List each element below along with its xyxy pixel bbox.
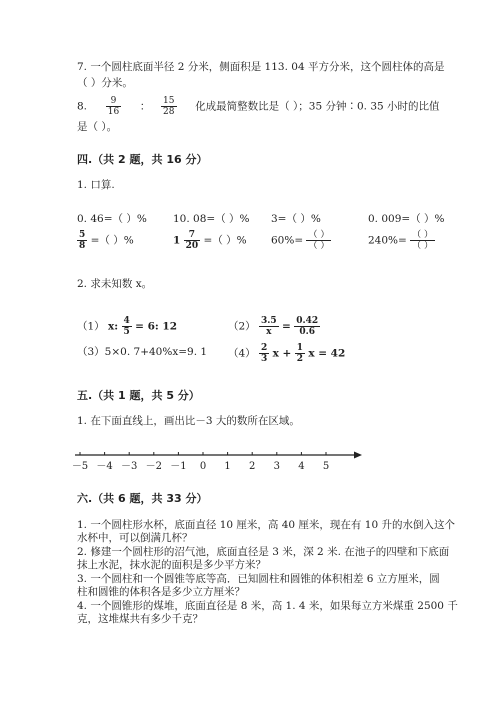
s6-q3-line2: 柱和圆锥的体积各是多少立方厘米？	[77, 586, 245, 598]
fraction-numerator: 2	[261, 343, 268, 353]
number-line-label: －4	[96, 461, 113, 472]
oral-calc-r2c1-rest: =（ ）%	[90, 234, 134, 247]
s4-q1-prompt: 1. 口算.	[77, 179, 115, 191]
number-line-label: －1	[170, 461, 187, 472]
number-line-label: 1	[224, 461, 231, 472]
number-line	[70, 446, 370, 476]
number-line-label: 4	[298, 461, 305, 472]
section-5-title: 五.（共 1 题，共 5 分）	[77, 389, 200, 402]
s6-q1-line2: 水杯中，可以倒满几杯？	[77, 532, 193, 544]
fraction-denominator: （ ）	[308, 241, 330, 251]
fraction-numerator: 3.5	[261, 316, 277, 326]
oral-calc-r2c3-pre: 60%=	[271, 234, 304, 247]
fraction-denominator: 2	[296, 354, 303, 364]
fraction-7-20	[184, 230, 201, 251]
equation-4-label: （4）	[228, 347, 256, 360]
fraction-denominator: 3	[261, 354, 268, 364]
fraction-numerator: （ ）	[412, 230, 434, 240]
number-line-label: 3	[273, 461, 280, 472]
fraction-numerator: （ ）	[308, 230, 330, 240]
q7-line2: （ ）分米。	[77, 77, 133, 89]
q8-fraction-2	[161, 96, 176, 117]
s6-q4-line1: 4. 一个圆锥形的煤堆，底面直径是 8 米，高 1. 4 米，如果每立方米煤重 2500 千	[77, 600, 458, 612]
q8-fraction-1-numerator: 9	[106, 96, 121, 107]
blank-fraction	[410, 230, 435, 251]
equation-2-equals: =	[282, 320, 291, 333]
q8-colon: ：	[139, 100, 151, 113]
q8-number: 8.	[77, 100, 88, 113]
equation-1-label: （1）	[77, 320, 105, 333]
fraction-denominator: 20	[185, 241, 199, 251]
fraction-2-3	[259, 343, 269, 364]
oral-calc-r2c1	[77, 230, 134, 251]
s6-q1-line1: 1. 一个圆柱形水杯，底面直径 10 厘米，高 40 厘米，现在有 10 升的水倒入这个	[77, 519, 455, 531]
oral-calc-r2c2	[173, 230, 247, 251]
fraction-numerator: 1	[296, 343, 303, 353]
number-line-label: －3	[121, 461, 138, 472]
fraction-denominator: x	[266, 327, 272, 337]
equation-4-post: x = 42	[308, 347, 346, 360]
s4-q2-prompt: 2. 求未知数 x。	[77, 278, 153, 290]
fraction-denominator: 0.6	[299, 327, 315, 337]
equation-1-post: = 6: 12	[135, 320, 178, 333]
oral-calc-r2c4-pre: 240%=	[368, 234, 407, 247]
section-6-title: 六.（共 6 题，共 33 分）	[77, 492, 208, 505]
oral-calc-r2c4	[368, 230, 435, 251]
s6-q4-line2: 克，这堆煤共有多少千克？	[77, 613, 203, 625]
fraction-denominator: 8	[79, 241, 86, 251]
oral-calc-r1c1: 0. 46=（ ）%	[77, 213, 147, 225]
fraction-3.5-x	[259, 316, 279, 337]
oral-calc-r1c3: 3=（ ）%	[271, 213, 321, 225]
q8-fraction-1	[106, 96, 121, 117]
equation-2-label: （2）	[228, 320, 256, 333]
fraction-1-2	[295, 343, 305, 364]
fraction-5-8	[77, 230, 87, 251]
q7-line1: 7. 一个圆柱底面半径 2 分米，侧面积是 113. 04 平方分米，这个圆柱体的高是	[77, 61, 445, 73]
oral-calc-r1c4: 0. 009=（ ）%	[368, 213, 445, 225]
oral-calc-r2c3	[271, 230, 331, 251]
number-line-arrow-icon	[354, 452, 362, 459]
equation-2	[228, 316, 320, 337]
fraction-numerator: 5	[79, 230, 86, 240]
q8-line2: 是（ ）。	[77, 121, 118, 133]
fraction-4-5	[122, 316, 132, 337]
equation-3: （3）5×0. 7+40%x=9. 1	[77, 346, 208, 358]
blank-fraction	[306, 230, 331, 251]
number-line-label: 0	[199, 461, 207, 472]
s6-q3-line1: 3. 一个圆柱和一个圆锥等底等高．已知圆柱和圆锥的体积相差 6 立方厘米，圆	[77, 573, 440, 585]
s5-q1-prompt: 1. 在下面直线上，画出比－3 大的数所在区域。	[77, 415, 300, 427]
s6-q2-line1: 2. 修建一个圆柱形的沼气池，底面直径是 3 米，深 2 米. 在池子的四壁和下底面	[77, 546, 450, 558]
q8-fraction-2-numerator: 15	[163, 96, 175, 106]
s6-q2-line2: 抹上水泥，抹水泥的面积是多少平方米？	[77, 559, 266, 571]
section-4-title: 四.（共 2 题，共 16 分）	[77, 153, 208, 166]
q8-rest: 化成最简整数比是（ ）；35 分钟∶0. 35 小时的比值	[195, 100, 440, 113]
equation-1	[77, 316, 177, 337]
mixed-number-whole: 1	[173, 234, 181, 247]
fraction-denominator: 5	[123, 327, 130, 337]
number-line-label: 2	[249, 461, 256, 472]
fraction-numerator: 0.42	[296, 316, 319, 326]
equation-4-mid: x +	[272, 347, 292, 360]
fraction-numerator: 4	[123, 316, 130, 326]
number-line-label: －5	[71, 461, 89, 472]
q8-fraction-1-denominator: 16	[107, 107, 120, 117]
fraction-0.42-0.6	[294, 316, 320, 337]
number-line-label: －2	[145, 461, 162, 472]
q8-line1	[77, 96, 440, 122]
oral-calc-r1c2: 10. 08=（ ）%	[173, 213, 250, 225]
q8-fraction-2-denominator: 28	[163, 107, 175, 117]
fraction-denominator: （ ）	[412, 241, 434, 251]
equation-1-pre: x:	[108, 320, 119, 333]
fraction-numerator: 7	[184, 230, 201, 241]
oral-calc-r2c2-rest: =（ ）%	[203, 234, 247, 247]
number-line-label: 5	[322, 461, 330, 472]
equation-4	[228, 343, 345, 364]
